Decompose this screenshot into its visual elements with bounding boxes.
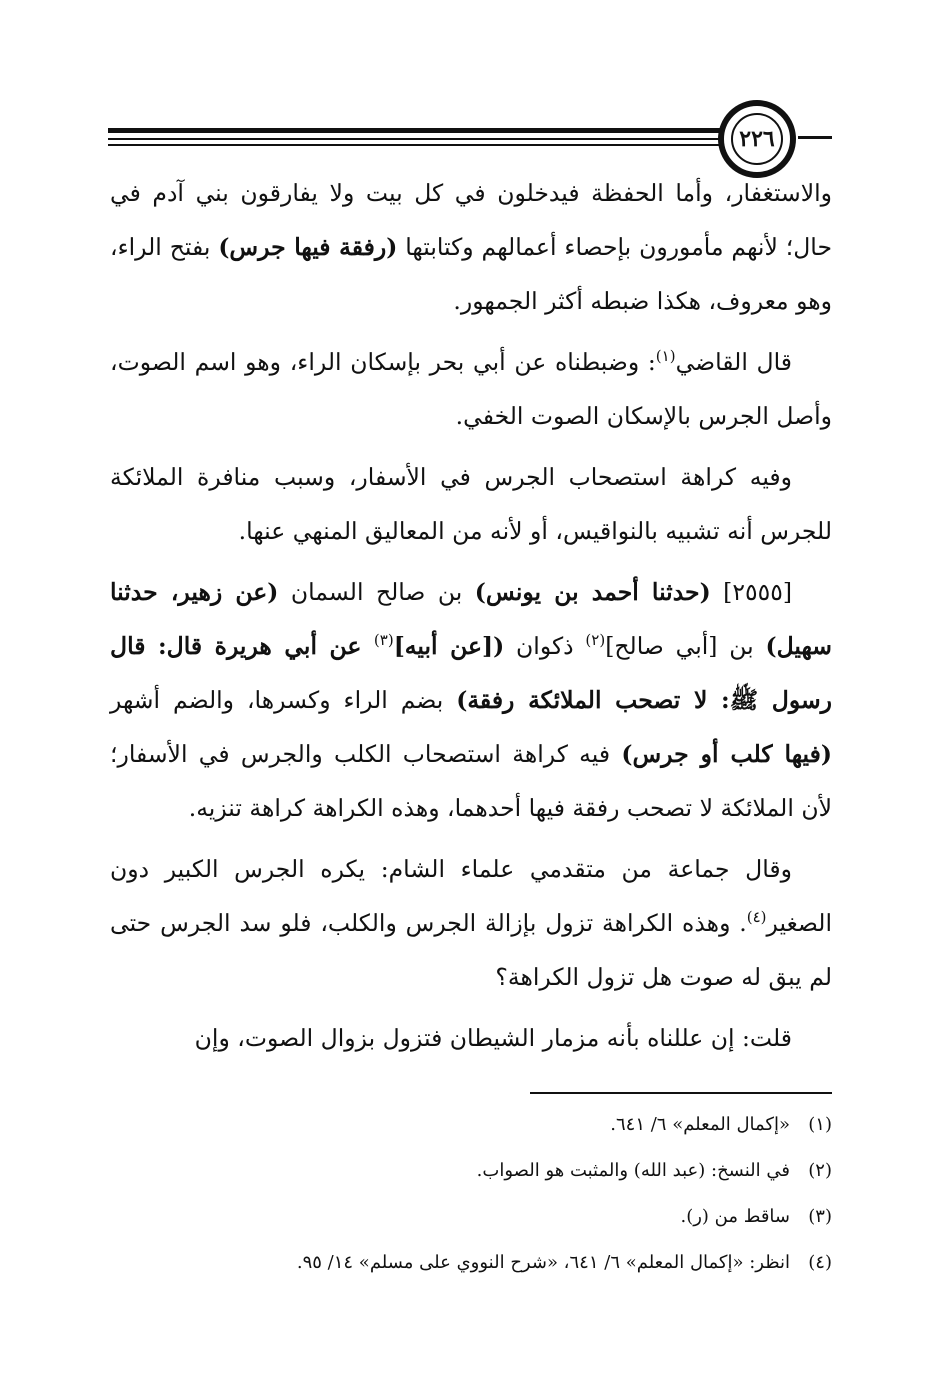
footnotes: [110, 1102, 832, 1286]
text-run: : وضبطناه عن أبي بحر بإسكان الراء، وهو اسم الصوت، وأصل الجرس بالإسكان الصوت الخفي.: [110, 348, 832, 430]
footnote-number: (٢): [808, 1160, 832, 1181]
paragraph: [110, 166, 832, 328]
bold-quote: (رفقة فيها جرس): [218, 233, 398, 261]
header-rule-thin: [108, 138, 720, 140]
header-rule-stub: [798, 136, 832, 139]
footnote: [110, 1240, 832, 1286]
text-run: بضم الراء وكسرها، والضم أشهر: [110, 686, 457, 714]
footnote-text: ساقط من (ر).: [680, 1206, 790, 1227]
footnote-ref: (٢): [585, 631, 606, 650]
text-run: والاستغفار، وأما الحفظة فيدخلون في كل بيت ولا يفارقون بني آدم في حال؛ لأنهم مأمورون بإحصاء أعمالهم وكتابتها: [110, 179, 832, 261]
footnote: [110, 1148, 832, 1194]
hadith-number: [٢٥٥٥]: [710, 578, 792, 606]
footnote-separator: [530, 1092, 832, 1094]
bold-quote: (حدثنا أحمد بن يونس): [474, 578, 711, 606]
footnote-ref: (٣): [373, 631, 394, 650]
main-text: [110, 166, 832, 1065]
bold-quote: (فيها كلب أو جرس): [621, 740, 832, 768]
footnote-text: في النسخ: (عبد الله) والمثبت هو الصواب.: [476, 1160, 790, 1181]
text-run: وفيه كراهة استصحاب الجرس في الأسفار، وسبب منافرة الملائكة للجرس أنه تشبيه بالنواقيس، أو لأنه من المعاليق المنهي عنها.: [110, 463, 832, 545]
text-run: بفتح الراء، وهو معروف، هكذا ضبطه أكثر الجمهور.: [110, 233, 832, 315]
text-run: وقال جماعة من متقدمي علماء الشام: يكره الجرس الكبير دون الصغير: [110, 855, 832, 937]
bold-quote: عن أبي هريرة قال: قال رسول ﷺ: لا تصحب الملائكة رفقة): [110, 632, 832, 714]
footnote-number: (٤): [808, 1252, 832, 1273]
footnote-number: (٣): [808, 1206, 832, 1227]
text-run: بن [أبي صالح]: [605, 632, 766, 660]
paragraph: [110, 1011, 832, 1065]
text-run: . وهذه الكراهة تزول بإزالة الجرس والكلب، فلو سد الجرس حتى لم يبق له صوت هل تزول الكراهة؟: [110, 909, 832, 991]
text-run: قال القاضي: [675, 348, 793, 376]
paragraph: [110, 335, 832, 443]
footnote-number: (١): [808, 1114, 832, 1135]
footnote: [110, 1102, 832, 1148]
bold-quote: (عن زهير، حدثنا سهيل): [110, 578, 832, 660]
bold-quote: ([عن أبيه]: [393, 632, 505, 660]
footnote: [110, 1194, 832, 1240]
page-number: ٢٢٦: [739, 126, 775, 152]
text-run: قلت: إن عللناه بأنه مزمار الشيطان فتزول بزوال الصوت، وإن: [194, 1024, 792, 1052]
footnote-text: «إكمال المعلم» ٦/ ٦٤١.: [610, 1114, 790, 1135]
footnote-ref: (١): [655, 347, 676, 366]
paragraph: [110, 842, 832, 1004]
paragraph: [110, 450, 832, 558]
text-run: فيه كراهة استصحاب الكلب والجرس في الأسفار؛ لأن الملائكة لا تصحب رفقة فيها أحدهما، وهذه الكراهة كراهة تنزيه.: [110, 740, 832, 822]
footnote-text: انظر: «إكمال المعلم» ٦/ ٦٤١، «شرح النووي على مسلم» ١٤/ ٩٥.: [296, 1252, 790, 1273]
text-run: بن صالح السمان: [278, 578, 475, 606]
paragraph: [110, 565, 832, 835]
text-run: ذكوان: [504, 632, 586, 660]
header-rule-thin: [108, 144, 720, 146]
footnote-ref: (٤): [746, 908, 767, 927]
header-rule-thick: [108, 128, 720, 133]
